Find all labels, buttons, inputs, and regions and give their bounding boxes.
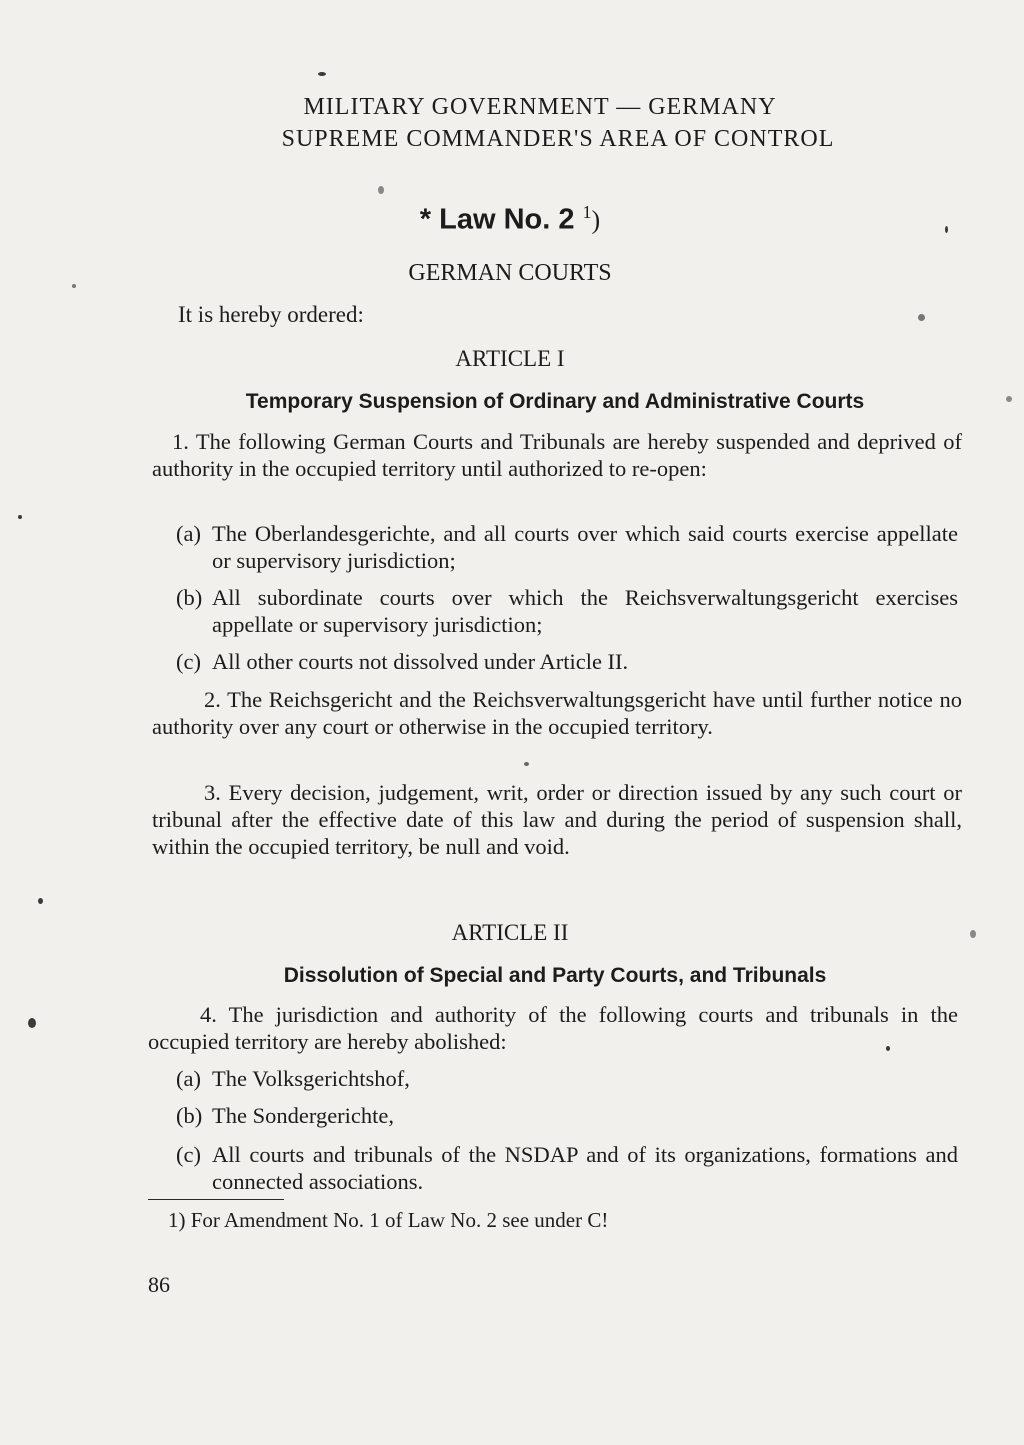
scan-speck: [945, 226, 948, 233]
scan-speck: [38, 898, 43, 904]
article-2-item-b: [176, 1102, 962, 1129]
scan-speck: [378, 186, 384, 194]
intro-text: It is hereby ordered:: [178, 302, 364, 327]
item-text: The Sondergerichte,: [212, 1103, 395, 1128]
item-text: All courts and tribunals of the NSDAP and of its organizations, formations and connected associations.: [212, 1142, 958, 1194]
item-label: (c): [176, 649, 201, 674]
item-label: (a): [176, 1066, 201, 1091]
article-1-title: Temporary Suspension of Ordinary and Administrative Courts: [245, 390, 865, 413]
footnote-divider: [148, 1199, 284, 1200]
paragraph-4: 4. The jurisdiction and authority of the following courts and tribunals in the occupied territory are hereby abolished:: [148, 1002, 958, 1054]
footnote: [168, 1208, 608, 1233]
item-label: (b): [176, 1103, 203, 1128]
law-subtitle: GERMAN COURTS: [408, 260, 612, 286]
law-title-paren: ): [591, 205, 601, 235]
page-number: 86: [148, 1272, 170, 1297]
header-military-government: MILITARY GOVERNMENT — GERMANY: [303, 94, 777, 120]
paragraph-3: 3. Every decision, judgement, writ, order or direction issued by any such court or tribunal after the effective date of this law and during the period of suspension shall, within the occupied territory, be null and void.: [152, 780, 962, 859]
article-1-item-c: [176, 648, 962, 675]
scan-speck: [72, 284, 76, 288]
scan-speck: [28, 1018, 36, 1028]
item-text: The Oberlandesgerichte, and all courts over which said courts exercise appellate or supervisory jurisdiction;: [212, 521, 958, 573]
law-title-footnote-marker: 1: [582, 202, 592, 222]
article-2-title: Dissolution of Special and Party Courts, and Tribunals: [283, 964, 827, 987]
paragraph-1: 1. The following German Courts and Tribunals are hereby suspended and deprived of authority in the occupied territory until authorized to re-open:: [152, 429, 962, 481]
footnote-marker: 1): [168, 1208, 186, 1232]
scan-speck: [524, 762, 529, 766]
item-text: All subordinate courts over which the Reichsverwaltungsgericht exercises appellate or supervisory jurisdiction;: [212, 585, 958, 637]
scan-speck: [970, 930, 976, 938]
law-title: [300, 202, 720, 237]
article-1-item-a: [176, 520, 962, 574]
article-1-heading: ARTICLE I: [455, 346, 565, 371]
paragraph-2: 2. The Reichsgericht and the Reichsverwaltungsgericht have until further notice no authority over any court or otherwise in the occupied territory.: [152, 687, 962, 739]
item-label: (c): [176, 1142, 201, 1167]
article-2-heading: ARTICLE II: [451, 920, 569, 945]
article-2-item-c: [176, 1141, 962, 1195]
scan-speck: [918, 314, 925, 321]
item-text: All other courts not dissolved under Article II.: [212, 649, 629, 674]
item-label: (a): [176, 521, 201, 546]
article-1-item-b: [176, 584, 962, 638]
law-title-text: * Law No. 2: [419, 203, 575, 236]
scan-speck: [18, 515, 22, 519]
header-area-of-control: SUPREME COMMANDER'S AREA OF CONTROL: [281, 126, 835, 152]
item-label: (b): [176, 585, 203, 610]
footnote-text: For Amendment No. 1 of Law No. 2 see under C!: [190, 1208, 609, 1232]
article-2-item-a: [176, 1065, 962, 1092]
scan-speck: [318, 72, 326, 76]
scan-speck: [1006, 396, 1012, 402]
item-text: The Volksgerichtshof,: [212, 1066, 410, 1091]
